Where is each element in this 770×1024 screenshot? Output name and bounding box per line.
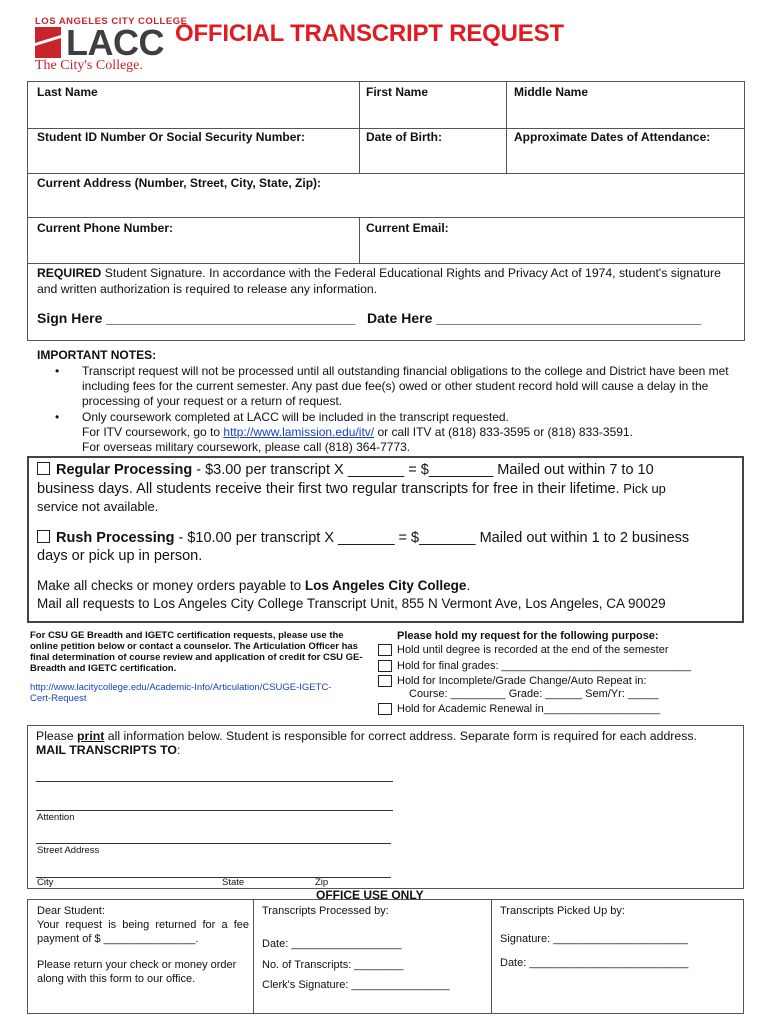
rush-checkbox[interactable]	[37, 530, 50, 543]
dob-field[interactable]: Date of Birth:	[366, 130, 442, 144]
csu-igetc-link[interactable]: http://www.lacitycollege.edu/Academic-Info/Articulation/CSUGE-IGETC-Cert-Request	[30, 682, 332, 704]
payable-to: Make all checks or money orders payable to Los Angeles City College.	[37, 578, 471, 593]
checkbox-icon[interactable]	[378, 703, 392, 715]
date-here-line[interactable]: Date Here __________________________________	[367, 310, 701, 326]
email-field[interactable]: Current Email:	[366, 221, 449, 235]
itv-link[interactable]: http://www.lamission.edu/itv/	[223, 425, 375, 439]
attention-label: Attention	[37, 812, 75, 823]
regular-processing-detail: business days. All students receive their first two regular transcripts for free in their lifetime. Pick up	[37, 481, 666, 497]
middle-name-field[interactable]: Middle Name	[514, 85, 589, 99]
phone-field[interactable]: Current Phone Number:	[37, 221, 174, 235]
fee-return-note: Your request is being returned for a fee payment of $ _______________.	[37, 919, 249, 945]
pickup-date-field[interactable]: Date: __________________________	[500, 957, 689, 969]
first-name-field[interactable]: First Name	[366, 85, 429, 99]
regular-checkbox[interactable]	[37, 462, 50, 475]
processed-by-label: Transcripts Processed by:	[262, 905, 389, 917]
checkbox-icon[interactable]	[378, 644, 392, 656]
clerk-signature-field[interactable]: Clerk's Signature: ________________	[262, 979, 450, 991]
student-id-field[interactable]: Student ID Number Or Social Security Number:	[37, 130, 306, 144]
processing-options	[27, 456, 744, 623]
page-title: OFFICIAL TRANSCRIPT REQUEST	[175, 20, 564, 47]
signature-requirement: REQUIRED Student Signature. In accordance with the Federal Educational Rights and Privacy Act of 1974, student's signature and written authorization is required to release any information.	[37, 266, 721, 296]
street-address-line[interactable]	[36, 843, 391, 844]
checkbox-icon[interactable]	[378, 660, 392, 672]
lacc-logo-icon	[35, 27, 61, 58]
city-state-zip-line[interactable]	[36, 877, 391, 878]
mailing-address: Mail all requests to Los Angeles City College Transcript Unit, 855 N Vermont Ave, Los Angeles, CA 90029	[37, 596, 666, 611]
city-label: City	[37, 877, 54, 888]
recipient-line-2[interactable]	[36, 810, 393, 811]
rush-processing-option[interactable]: Rush Processing - $10.00 per transcript X _______ = $_______ Mailed out within 1 to 2 business	[37, 530, 737, 547]
mail-to-heading: MAIL TRANSCRIPTS TO:	[36, 743, 181, 757]
attendance-field[interactable]: Approximate Dates of Attendance:	[514, 130, 711, 144]
sign-here-line[interactable]: Sign Here ________________________________	[37, 310, 356, 326]
regular-processing-option[interactable]: Regular Processing - $3.00 per transcript X _______ = $________ Mailed out within 7 to 10	[37, 462, 737, 479]
regular-processing-note: service not available.	[37, 499, 159, 514]
logo-tagline: The City's College.	[35, 58, 143, 73]
logo-wordmark: LACC	[66, 22, 164, 63]
dear-student: Dear Student:	[37, 905, 105, 917]
college-name-top: LOS ANGELES CITY COLLEGE	[35, 16, 188, 27]
office-use-section	[27, 899, 744, 1014]
student-info-grid	[27, 81, 745, 341]
note-military: For overseas military coursework, please call (818) 364-7773.	[82, 440, 411, 454]
rush-processing-detail: days or pick up in person.	[37, 548, 203, 564]
state-label: State	[222, 877, 245, 888]
checkbox-icon[interactable]	[378, 675, 392, 687]
print-instructions: Please print all information below. Student is responsible for correct address. Separate form is required for each address.	[36, 729, 697, 743]
num-transcripts-field[interactable]: No. of Transcripts: ________	[262, 959, 404, 971]
hold-heading: Please hold my request for the following purpose:	[397, 630, 659, 642]
return-check-note: Please return your check or money order along with this form to our office.	[37, 959, 237, 985]
zip-label: Zip	[315, 877, 329, 888]
recipient-name-line[interactable]	[36, 781, 393, 782]
processed-date-field[interactable]: Date: __________________	[262, 938, 402, 950]
csu-igetc-note: For CSU GE Breadth and IGETC certification requests, please use the online petition below or contact a counselor. The Articulation Officer has final determination of course review and application of credit for CSU GE-Breadth and IGETC certification.	[30, 630, 363, 674]
address-field[interactable]: Current Address (Number, Street, City, State, Zip):	[37, 176, 322, 190]
picked-up-label: Transcripts Picked Up by:	[500, 905, 625, 917]
mail-transcripts-section	[27, 725, 744, 889]
bullet-icon: •	[55, 364, 60, 378]
last-name-field[interactable]: Last Name	[37, 85, 98, 99]
note-financial: Transcript request will not be processed until all outstanding financial obligations to the college and District have been met including fees for the current semester. Any past due fee(s) owed or other student record hold will cause a delay in the processing of your request or a return of request.	[82, 364, 729, 408]
bullet-icon: •	[55, 410, 60, 424]
important-notes-heading: IMPORTANT NOTES:	[37, 348, 157, 362]
note-coursework: Only coursework completed at LACC will be included in the transcript requested.	[82, 410, 509, 424]
street-address-label: Street Address	[37, 845, 100, 856]
note-itv: For ITV coursework, go to http://www.lamission.edu/itv/ or call ITV at (818) 833-3595 or (818) 833-3591.	[82, 425, 633, 439]
office-use-heading: OFFICE USE ONLY	[316, 888, 424, 902]
pickup-signature-field[interactable]: Signature: ______________________	[500, 933, 688, 945]
